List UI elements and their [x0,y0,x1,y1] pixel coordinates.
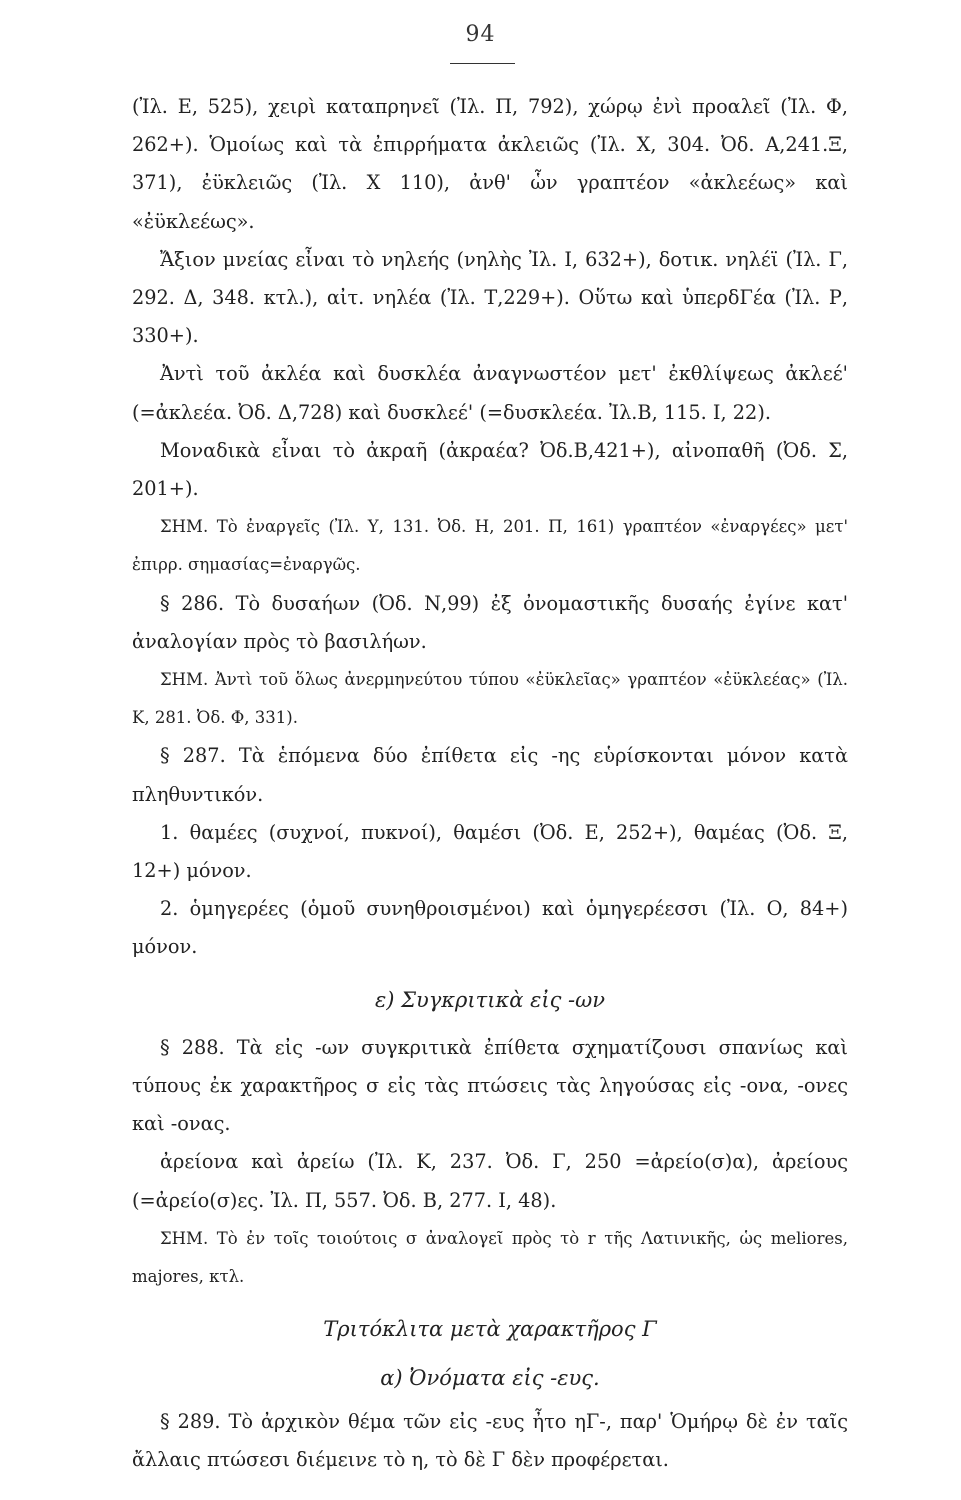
paragraph: § 288. Τὰ εἰς -ων συγκριτικὰ ἐπίθετα σχηματίζουσι σπανίως καὶ τύπους ἐκ χαρακτῆρος σ εἰς τὰς πτώσεις τὰς ληγούσας εἰς -ονα, -ονες καὶ -ονας. [132,1035,848,1136]
paragraph: Ἄξιον μνείας εἶναι τὸ νηλεής (νηλὴς Ἰλ. Ι, 632+), δοτικ. νηλέϊ (Ἰλ. Γ, 292. Δ, 348. κτλ.), αἰτ. νηλέα (Ἰλ. Τ,229+). Οὕτω καὶ ὑπερδΓέα (Ἰλ. Ρ, 330+). [132,247,848,348]
paragraph: Ἀντὶ τοῦ ἀκλέα καὶ δυσκλέα ἀναγνωστέον μετ' ἐκθλίψεως ἀκλεέ' (=ἀκλεέα. Ὀδ. Δ,728) καὶ δυσκλεέ' (=δυσκλεέα. Ἰλ.Β, 115. Ι, 22). [132,362,848,424]
paragraph: § 286. Τὸ δυσαήων (Ὀδ. Ν,99) ἐξ ὀνομαστικῆς δυσαής ἐγίνε κατ' ἀναλογίαν πρὸς τὸ βασιλήων. [132,591,848,653]
paragraph: § 287. Τὰ ἑπόμενα δύο ἐπίθετα εἰς -ης εὑρίσκονται μόνον κατὰ πληθυντικόν. [132,744,848,806]
section-heading: α) Ὀνόματα εἰς -ευς. [380,1365,600,1390]
page-number: 94 [465,22,496,47]
paragraph: ΣΗΜ. Ἀντὶ τοῦ ὅλως ἀνερμηνεύτου τύπου «ἐϋκλεῖας» γραπτέον «ἐϋκλεέας» (Ἰλ. Κ, 281. Ὀδ. Φ, 331). [132,670,848,728]
paragraph: (Ἰλ. Ε, 525), χειρὶ καταπρηνεῖ (Ἰλ. Π, 792), χώρῳ ἐνὶ προαλεῖ (Ἰλ. Φ, 262+). Ὁμοίως καὶ τὰ ἐπιρρήματα ἀκλειῶς (Ἰλ. Χ, 304. Ὀδ. Α,241.Ξ, 371), ἐϋκλειῶς (Ἰλ. Χ 110), ἀνθ' ὧν γραπτέον «ἀκλεέως» καὶ «ἐϋκλεέως». [132,95,848,233]
paragraph: ΣΗΜ. Τὸ ἐν τοῖς τοιούτοις σ ἀναλογεῖ πρὸς τὸ r τῆς Λατινικῆς, ὡς meliores, majores, κτλ. [132,1228,848,1287]
section-heading: ε) Συγκριτικὰ εἰς -ων [374,987,606,1012]
paragraph: 2. ὁμηγερέες (ὁμοῦ συνηθροισμένοι) καὶ ὁμηγερέεσσι (Ἰλ. Ο, 84+) μόνον. [132,897,848,959]
paragraph: Μοναδικὰ εἶναι τὸ ἀκραῆ (ἀκραέα? Ὀδ.Β,421+), αἰνοπαθῆ (Ὀδ. Σ, 201+). [132,438,848,501]
page-number-rule [450,63,515,64]
paragraph: § 289. Τὸ ἀρχικὸν θέμα τῶν εἰς -ευς ἦτο ηΓ-, παρ' Ὁμήρῳ δὲ ἐν ταῖς ἄλλαις πτώσεσι διέμεινε τὸ η, τὸ δὲ Γ δὲν προφέρεται. [132,1409,848,1471]
body-text [132,88,848,1479]
paragraph: ἀρείονα καὶ ἀρείω (Ἰλ. Κ, 237. Ὀδ. Γ, 250 =ἀρείο(σ)α), ἀρείους (=ἀρείο(σ)ες. Ἰλ. Π, 557. Ὀδ. Β, 277. Ι, 48). [132,1150,848,1212]
section-heading: Τριτόκλιτα μετὰ χαρακτῆρος Γ [323,1317,657,1342]
paragraph: ΣΗΜ. Τὸ ἐναργεῖς (Ἰλ. Υ, 131. Ὀδ. Η, 201. Π, 161) γραπτέον «ἐναργέες» μετ' ἐπιρρ. σημασίας=ἐναργῶς. [132,517,848,575]
paragraph: 1. θαμέες (συχνοί, πυκνοί), θαμέσι (Ὀδ. Ε, 252+), θαμέας (Ὀδ. Ξ, 12+) μόνον. [132,820,848,883]
